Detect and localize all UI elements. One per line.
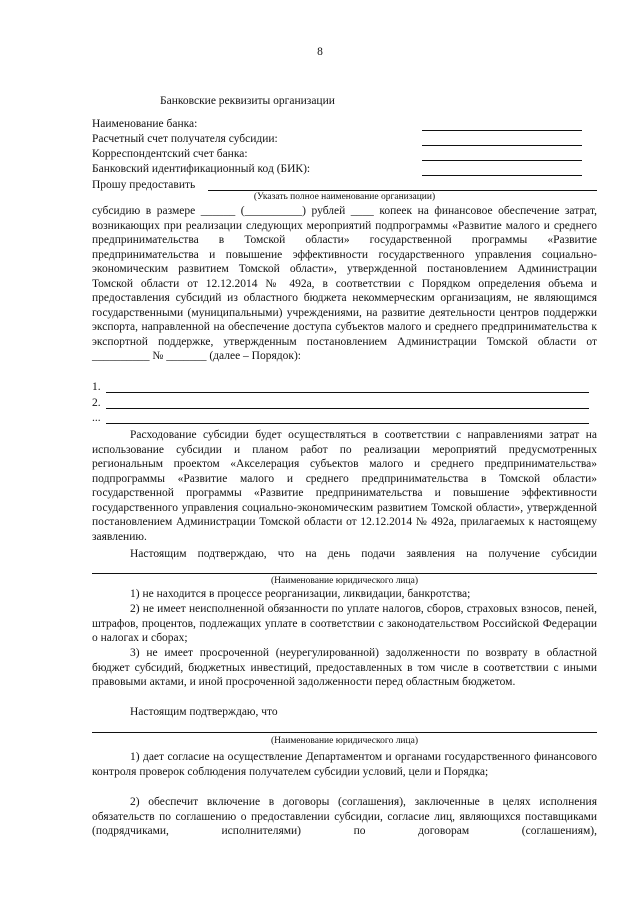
numbered-line-label: ...: [92, 412, 101, 424]
numbered-line-1: [92, 380, 597, 394]
confirmation-item-line: финансового контроля проверок соблюдения получателем субсидии условий, цели: [92, 751, 597, 778]
settlement-account-label: Расчетный счет получателя субсидии:: [92, 133, 278, 145]
correspondent-account-label: Корреспондентский счет банка:: [92, 148, 248, 160]
expenditure-paragraph: [92, 428, 597, 544]
confirmation-item-line: 1) дает согласие на осуществление Департаментом и органами государственного: [130, 751, 531, 763]
request-label: Прошу предоставить: [92, 179, 196, 191]
page-number: 8: [317, 46, 323, 58]
bank-details-header: Банковские реквизиты организации: [160, 95, 335, 107]
numbered-line-label: 1.: [92, 381, 101, 393]
bank-name-label: Наименование банка:: [92, 118, 198, 130]
confirmation-item-line: в областной бюджет субсидий, бюджетных инвестиций, предоставленных в том числе: [92, 647, 598, 674]
confirmation-2-text: Настоящим подтверждаю, что: [130, 706, 278, 718]
organization-caption: (Указать полное наименование организации): [253, 192, 436, 202]
confirmation-item-line: 1) не находится в процессе реорганизации, ликвидации, банкротства;: [130, 588, 471, 600]
subsidy-line: к экспортной поддержке, утвержденным постановлением Администрации Томской: [92, 321, 598, 348]
correspondent-account-row: [92, 147, 597, 161]
numbered-line-3: [92, 411, 597, 425]
confirmation-2-caption: (Наименование юридического лица): [271, 736, 418, 746]
confirmation-2-item-2: [92, 795, 597, 839]
numbered-line-blank: [106, 392, 589, 393]
bik-blank: [422, 175, 582, 176]
confirmation-item-line: 2) не имеет неисполненной обязанности по уплате налогов, сборов, страховых: [130, 603, 518, 615]
expenditure-line: области от 12.12.2014 № 492а, прилагаемых к настоящему заявлению.: [92, 516, 597, 543]
correspondent-account-blank: [422, 160, 582, 161]
confirmation-item-line: с законодательством Российской Федерации о налогах и сборах;: [92, 617, 598, 645]
expenditure-line: Расходование субсидии будет осуществляться в соответствии с направлениями: [130, 429, 543, 441]
confirmation-2-item-1: [92, 750, 597, 779]
request-row: [92, 178, 597, 192]
expenditure-line: и повышение эффективности государственного управления социально-экономическим: [92, 487, 597, 514]
expenditure-line: развитием Томской области», утвержденной постановлением Администрации Томской: [92, 501, 598, 529]
confirmation-item-line: 3) не имеет просроченной (неурегулированной) задолженности по возврату: [130, 647, 528, 659]
subsidy-line: постановлением Администрации Томской области от 12.12.2014 № 492а, в соответствии: [92, 263, 598, 290]
confirmation-1-item-1: [92, 587, 597, 602]
settlement-account-row: [92, 132, 597, 146]
expenditure-line: затрат на использование субсидии и планом работ по реализации мероприятий: [92, 429, 598, 456]
organization-name-blank: [208, 190, 597, 191]
subsidy-line: управления социально-экономическим развитием Томской области», утвержденной: [92, 248, 597, 276]
confirmation-item-line: взносов, пеней, штрафов, процентов, подлежащих уплате в соответствии: [92, 603, 597, 630]
numbered-line-2: [92, 396, 597, 410]
confirmation-2-blank: [92, 732, 597, 733]
confirmation-item-line: являющихся поставщиками (подрядчиками, исполнителями) по договорам (соглашениям),: [92, 810, 598, 838]
numbered-line-blank: [106, 423, 589, 424]
subsidy-line: «Развитие предпринимательства и повышение эффективности государственного: [92, 234, 597, 261]
subsidy-line: некоммерческим организациям, не являющимся государственными (муниципальными): [92, 292, 598, 319]
confirmation-item-line: исполнения обязательств по соглашению о предоставлении субсидии, согласие лиц,: [92, 796, 597, 823]
numbered-line-label: 2.: [92, 397, 101, 409]
subsidy-line: с Порядком определения объема и предоставления субсидий из областного бюджета: [92, 277, 597, 305]
subsidy-line: малого и среднего предпринимательства в Томской области» государственной программы: [92, 219, 598, 247]
settlement-account-blank: [422, 145, 582, 146]
expenditure-line: предусмотренных региональным проектом «Акселерация субъектов малого и среднего: [92, 443, 598, 471]
expenditure-line: предпринимательства» подпрограммы «Развитие малого и среднего предпринимательства: [92, 458, 597, 485]
confirmation-1-item-3: [92, 646, 597, 690]
numbered-line-blank: [106, 408, 589, 409]
confirmation-item-line: 2) обеспечит включение в договоры (соглашения), заключенные в целях: [130, 796, 531, 808]
confirmation-item-line: и Порядка;: [434, 765, 489, 778]
confirmation-1-text: Настоящим подтверждаю, что на день подачи заявления на получение субсидии: [130, 548, 597, 560]
bik-label: Банковский идентификационный код (БИК):: [92, 163, 311, 175]
confirmation-item-line: областным бюджетом.: [405, 676, 516, 689]
expenditure-line: в Томской области» государственной программы «Развитие предпринимательства: [92, 472, 598, 500]
bik-row: [92, 162, 597, 176]
subsidy-line: субсидию в размере ______ (__________) рублей ____ копеек на финансовое обеспечение: [92, 205, 560, 217]
subsidy-line: учреждениями, на развитие деятельности центров поддержки экспорта, направленной: [92, 306, 597, 334]
confirmation-1-caption: (Наименование юридического лица): [271, 576, 418, 586]
confirmation-1-item-2: [92, 602, 597, 646]
subsidy-line: затрат, возникающих при реализации следующих мероприятий подпрограммы «Развитие: [92, 205, 597, 232]
confirmation-1-blank: [92, 573, 597, 574]
subsidy-paragraph: [92, 204, 597, 364]
bank-name-row: [92, 117, 597, 131]
confirmation-item-line: в соответствии с иными правовыми актами, и иной просроченной задолженности перед: [92, 661, 598, 689]
bank-name-blank: [422, 130, 582, 131]
subsidy-line: на обеспечение доступа субъектов малого и среднего предпринимательства: [213, 321, 588, 334]
subsidy-line: области от __________ № _______ (далее – Порядок):: [92, 335, 598, 363]
